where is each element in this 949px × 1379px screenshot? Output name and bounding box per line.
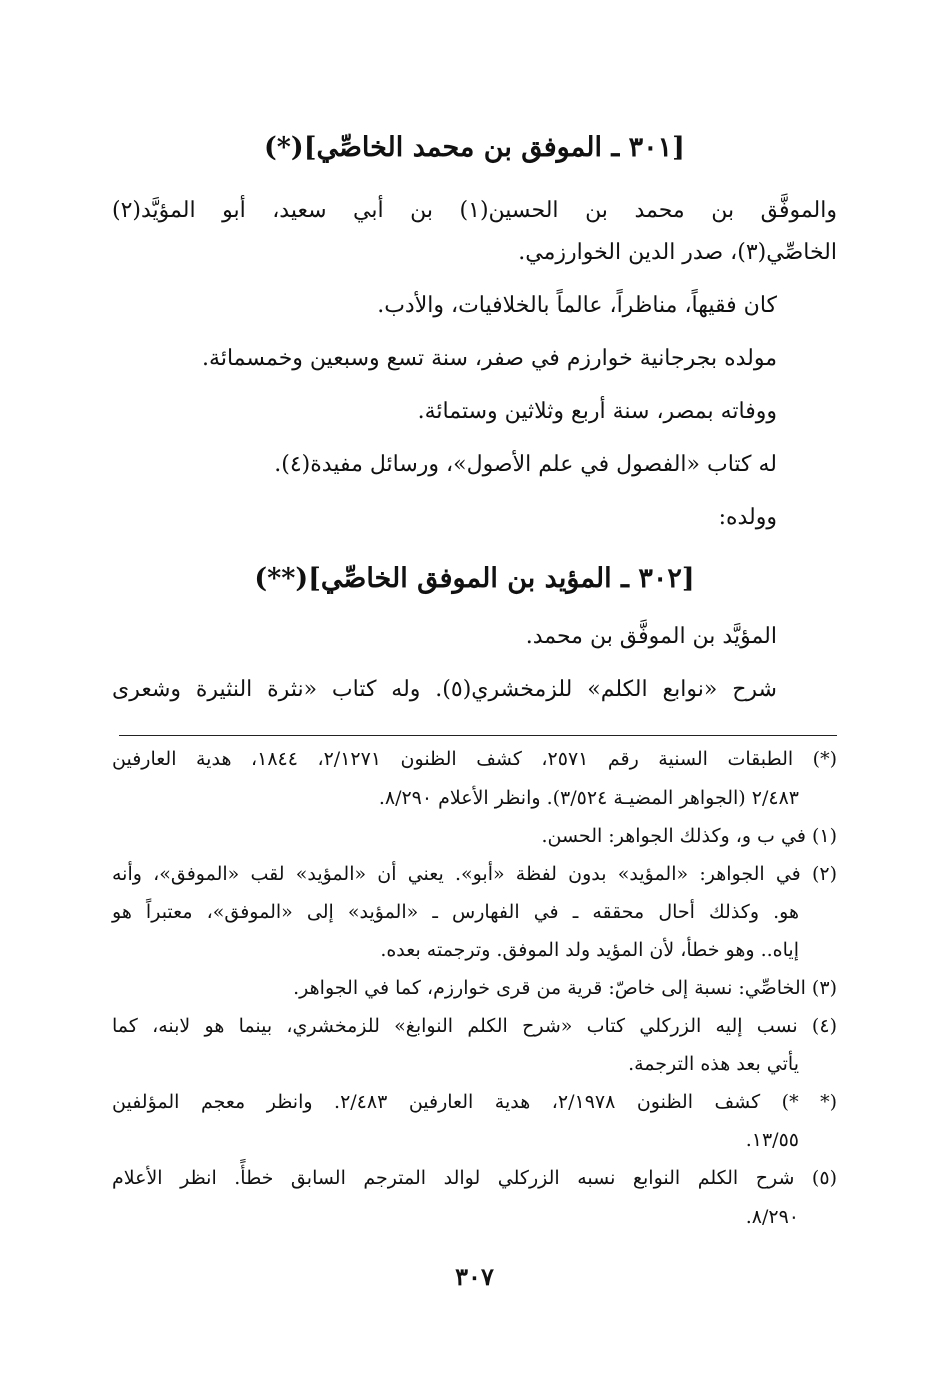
entry-301-para2: مولده بجرجانية خوارزم في صفر، سنة تسع وسبعين وخمسمائة.	[202, 346, 777, 371]
entry-301-para4: له كتاب «الفصول في علم الأصول»، ورسائل مفيدة(٤).	[274, 452, 777, 477]
footnote-double-star-line2: ١٣/٥٥.	[745, 1129, 799, 1151]
entry-301-line1: والموفَّق بن محمد بن الحسين(١) بن أبي سعيد، أبو المؤيَّد(٢)	[112, 198, 837, 223]
footnote-divider	[119, 735, 837, 736]
entry-302-para1: المؤيَّد بن الموفَّق بن محمد.	[525, 624, 777, 649]
footnote-star-line1: (*) الطبقات السنية رقم ٢٥٧١، كشف الظنون ٢/١٢٧١، ١٨٤٤، هدية العارفين	[112, 748, 837, 770]
footnote-5-line1: (٥) شرح الكلم النوابع نسبه الزركلي لوالد المترجم السابق خطأً. انظر الأعلام	[112, 1167, 837, 1189]
footnote-double-star-line1: (* *) كشف الظنون ٢/١٩٧٨، هدية العارفين ٢/٤٨٣. وانظر معجم المؤلفين	[112, 1091, 837, 1113]
footnote-star-line2: ٢/٤٨٣ (الجواهر المضيـة ٣/٥٢٤). وانظر الأعلام ٨/٢٩٠.	[378, 787, 799, 809]
entry-301-para3: ووفاته بمصر، سنة أربع وثلاثين وستمائة.	[417, 399, 777, 424]
footnote-2-line1: (٢) في الجواهر: «المؤيد» بدون لفظة «أبو». يعني أن «المؤيد» لقب «الموفق»، وأنه	[112, 863, 837, 885]
footnote-4-line2: يأتي بعد هذه الترجمة.	[628, 1053, 799, 1075]
entry-302-para2: شرح «نوابع الكلم» للزمخشري(٥). وله كتاب «نثرة النثيرة وشعرى	[112, 677, 777, 702]
footnote-3: (٣) الخاصِّي: نسبة إلى خاصّ: قرية من قرى خوارزم، كما في الجواهر.	[293, 977, 837, 999]
entry-301-heading: [٣٠١ ـ الموفق بن محمد الخاصِّي](*)	[264, 132, 685, 163]
footnote-5-line2: ٨/٢٩٠.	[745, 1206, 799, 1228]
footnote-2-line3: إياه.. وهو خطأ، لأن المؤيد ولد الموفق. وترجمته بعده.	[380, 939, 799, 961]
footnote-2-line2: هو. وكذلك أحال محققه ـ في الفهارس ـ «المؤيد» إلى «الموفق»، معتبراً هو	[112, 901, 799, 923]
footnote-1: (١) في ب و، وكذلك الجواهر: الحسن.	[541, 825, 837, 847]
page-number: ٣٠٧	[455, 1262, 494, 1291]
entry-301-line2: الخاصِّي(٣)، صدر الدين الخوارزمي.	[518, 240, 837, 265]
entry-302-heading: [٣٠٢ ـ المؤيد بن الموفق الخاصِّي](**)	[254, 563, 695, 594]
entry-301-para5: وولده:	[718, 505, 777, 530]
entry-301-para1: كان فقيهاً، مناظراً، عالماً بالخلافيات، والأدب.	[377, 293, 777, 318]
footnote-4-line1: (٤) نسب إليه الزركلي كتاب «شرح الكلم النوابغ» للزمخشري، بينما هو لابنه، كما	[112, 1015, 837, 1037]
